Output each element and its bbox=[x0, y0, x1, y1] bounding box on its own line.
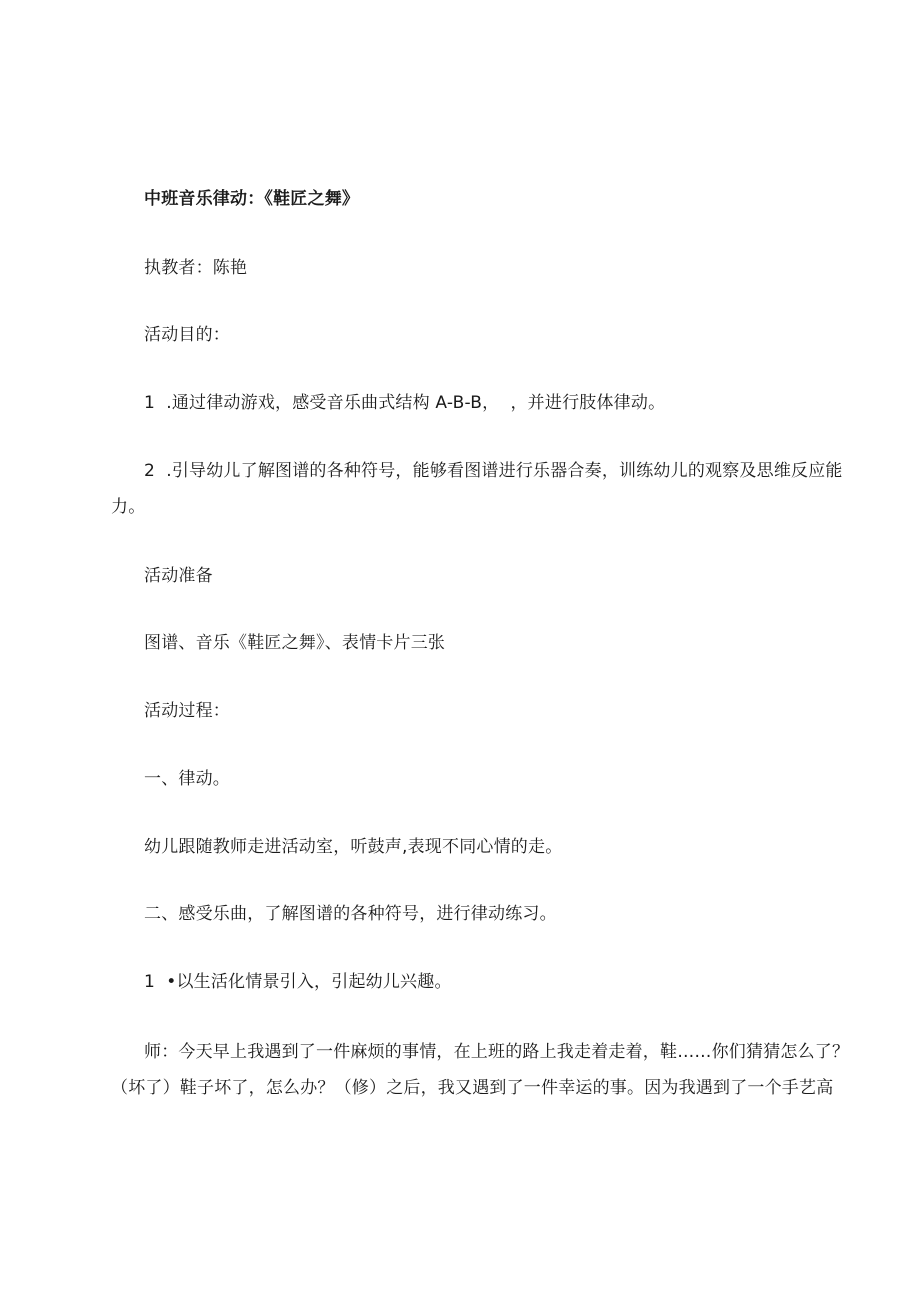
prep-heading: 活动准备 bbox=[144, 566, 213, 586]
step-1: 1 •以生活化情景引入，引起幼儿兴趣。 bbox=[144, 972, 452, 992]
section-2-heading: 二、感受乐曲，了解图谱的各种符号，进行律动练习。 bbox=[144, 904, 557, 924]
prep-items: 图谱、音乐《鞋匠之舞》、表情卡片三张 bbox=[144, 633, 446, 653]
goal-1: 1 .通过律动游戏，感受音乐曲式结构 A-B-B， ，并进行肢体律动。 bbox=[144, 393, 666, 413]
document-title: 中班音乐律动：《鞋匠之舞》 bbox=[144, 189, 360, 209]
section-1-text: 幼儿跟随教师走进活动室，听鼓声,表现不同心情的走。 bbox=[144, 837, 563, 857]
process-heading: 活动过程： bbox=[144, 701, 230, 721]
goals-heading: 活动目的： bbox=[144, 325, 230, 345]
goal-2-line-2: 力。 bbox=[111, 497, 146, 517]
teacher-line: 执教者：陈艳 bbox=[144, 258, 248, 278]
section-1-heading: 一、律动。 bbox=[144, 769, 230, 789]
goal-2-line-1: 2 .引导幼儿了解图谱的各种符号，能够看图谱进行乐器合奏，训练幼儿的观察及思维反应能 bbox=[144, 461, 843, 481]
dialogue-line-2: （坏了）鞋子坏了，怎么办？（修）之后，我又遇到了一件幸运的事。因为我遇到了一个手艺高 bbox=[111, 1078, 834, 1098]
dialogue-line-1: 师：今天早上我遇到了一件麻烦的事情，在上班的路上我走着走着，鞋……你们猜猜怎么了？ bbox=[144, 1042, 850, 1062]
